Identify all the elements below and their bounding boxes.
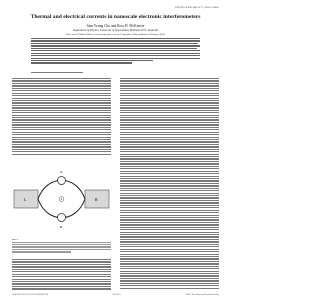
paper-authors: Sam Young Cho and Ross H. McKenzie xyxy=(86,24,145,28)
journal-header xyxy=(12,6,219,9)
body-column-left-top xyxy=(12,78,111,158)
received-dates: (Received 16 March 2004; revised manuscript received 2 September 2004; published 14 January 2005) xyxy=(66,33,165,36)
footer-copyright: ©2005 The American Physical Society xyxy=(184,294,219,296)
footer-page: 035319-1 xyxy=(112,294,121,296)
pacs-numbers xyxy=(31,72,83,74)
figure-caption xyxy=(12,239,111,257)
label-dot-a: A xyxy=(60,170,63,174)
figure-label: FIG. 1 xyxy=(12,239,19,241)
figure-1 xyxy=(12,160,111,238)
page-footer xyxy=(12,294,219,296)
quantum-dot-b xyxy=(58,214,66,222)
label-left-lead: L xyxy=(24,197,27,202)
interferometer-diagram xyxy=(12,160,111,238)
label-dot-b: B xyxy=(60,225,63,229)
body-column-left-bottom xyxy=(12,259,111,293)
journal-citation: PHYSICAL REVIEW B 71, 035319 (2005) xyxy=(175,6,219,9)
quantum-dot-a xyxy=(58,177,66,185)
label-right-lead: R xyxy=(95,197,98,202)
body-column-right xyxy=(120,78,219,290)
abstract xyxy=(31,38,200,68)
footer-issn: 1098-0121/2005/71(3)/035319(5)/$23.00 xyxy=(12,294,49,296)
paper-affiliation: Department of Physics, University of Queensland, Brisbane 4072, Australia xyxy=(72,29,158,32)
paper-title: Thermal and electrical currents in nanoscale electronic interferometers xyxy=(30,14,201,20)
